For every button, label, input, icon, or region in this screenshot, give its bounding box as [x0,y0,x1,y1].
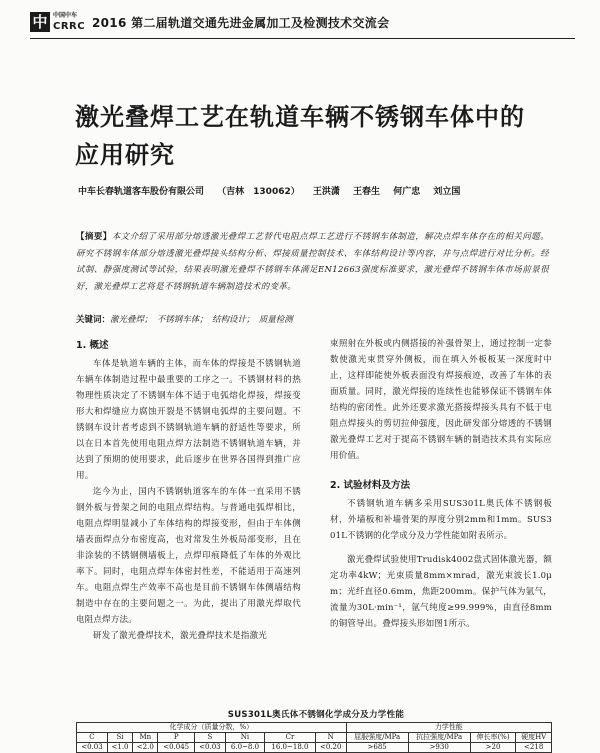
paragraph: 束照射在外板或内侧搭接的补强骨架上，通过控制一定参数使激光束贯穿外侧板，而在填入外板板某一深度时中止，这样即能使外板表面没有焊接痕迹，改善了车体的表面质量。同时，激光焊接的连续性也能够保证不锈钢车体结构的密闭性。此外还要求激光搭接焊接头具有不低于电阻点焊接头的剪切拉伸强度，因此研发部分熔透的不锈钢激光叠焊工艺对于提高不锈钢车辆的制造技术具有实际应用价值。 [330,339,552,461]
table-cell: <0.03 [194,743,225,753]
table-header-cell: Mn [133,733,158,743]
table-header-cell: 硬度HV [516,733,552,743]
paragraph: 不锈钢轨道车辆多采用SUS301L奥氏体不锈钢板材，外墙板和补墙骨架的厚度分别2mm和1mm。SUS301L不锈钢的化学成分及力学性能如附表所示。 [330,499,552,541]
paragraph: 激光叠焊试验使用Trudisk4002盘式固体激光器，额定功率4kW；光束质量8mm×mrad，激光束波长1.0μm；光纤直径0.6mm，焦距200mm。保护气体为氩气，流量为30L·min⁻¹，氩气纯度≥99.999%，由直径8mm的铜管导出。叠焊接头形如图1所示。 [330,555,552,629]
keywords [76,313,546,327]
conference-title: 2016 第二届轨道交通先进金属加工及检测技术交流会 [92,16,390,30]
table-cell: <0.045 [158,743,195,753]
section-title-materials: 2. 试验材料及方法 [330,480,411,491]
section-title-intro: 1. 概述 [76,340,109,351]
table-header-cell: 抗拉强度/MPa [408,733,470,743]
table-header-cell: N [315,733,346,743]
composition-table [76,722,552,753]
paragraph: 研发了激光叠焊技术，激光叠焊技术是指激光 [93,631,268,641]
table-group-header-row [77,723,552,733]
right-column [330,336,552,632]
table-header-cell: Ni [225,733,264,743]
paragraph: 迄今为止，国内不锈钢轨道客车的车体一直采用不锈钢外板与骨架之间的电阻点焊结构。与普通电弧焊相比，电阻点焊明显减小了车体结构的焊接变形，但由于车体侧墙表面焊点分布密度高，也对常发生外板局部变形，且在非涂装的不锈钢侧墙板上，点焊印痕降低了车体的外观比率下。同时，电阻点焊车体密封性差，不能适用于高速列车。电阻点焊生产效率不高也是目前不锈钢车体侧墙结构制造中存在的主要问题之一。为此，提出了用激光焊取代电阻点焊方法。 [76,487,301,625]
table-cell: >930 [408,743,470,753]
table-cell: <2.0 [133,743,158,753]
table-header-cell: 屈服强度/MPa [346,733,408,743]
logo-en-text: CRRC [53,21,86,32]
paragraph: 车体是轨道车辆的主体，而车体的焊接是不锈钢轨道车辆车体制造过程中最重要的工序之一。不锈钢材料的热物理性质决定了不锈钢车体不适于电弧熔化焊接，焊接变形大和焊缝应力腐蚀开裂是不锈钢电弧焊的主要问题。不锈钢车设计者考虑到不锈钢轨道车辆的舒适性等要求，所以在日本首先使用电阻点焊方法制造不锈钢轨道车辆，并达到了预期的使用要求，此后逐步在世界各国得到推广应用。 [76,359,301,481]
table-header-cell: S [194,733,225,743]
logo-cn-text: 中国中车 [53,12,78,19]
table-header-cell: P [158,733,195,743]
author-name: 何广忠 [393,187,421,197]
table-cell: <218 [516,743,552,753]
table-cell: <1.0 [107,743,132,753]
table-cell: >685 [346,743,408,753]
paper-title: 激光叠焊工艺在轨道车辆不锈钢车体中的应用研究 [75,103,525,169]
author-line [78,185,548,199]
abstract-text: 本文介绍了采用部分熔透激光叠焊工艺替代电阻点焊工艺进行不锈钢车体制造，解决点焊车体存在的相关问题。研究不锈钢车体部分熔透激光叠焊接头结构分析、焊接质量控制技术、车体结构设计等内容，并与点焊进行对比分析。经试制、静强度测试等试验，结果表明激光叠焊不锈钢车体满足EN12663强度标准要求，激光叠焊不锈钢车体市场前景很好，激光叠焊工艺将是不锈钢轨道车辆制造技术的变革。 [76,232,549,292]
table-cell: <0.03 [77,743,108,753]
table-header-cell: Cr [265,733,316,743]
table-cell: 16.0~18.0 [265,743,316,753]
author-name: 王洪潇 [312,187,340,197]
table-header-cell: 伸长率(%) [470,733,516,743]
table-cell: 6.0~8.0 [225,743,264,753]
table-row [77,743,552,753]
table-header-cell: Si [107,733,132,743]
abstract [76,229,549,295]
table-cell: >20 [470,743,516,753]
table-caption: SUS301L奥氏体不锈钢化学成分及力学性能 [227,710,405,720]
author-name: 刘立国 [433,187,461,197]
crrc-logo [30,12,86,34]
location: （吉林 130062） [217,187,300,197]
table-group-header: 化学成分（质量分数，%） [77,723,347,733]
table-cell: <0.20 [315,743,346,753]
table-header-row [77,733,552,743]
affiliation: 中车长春轨道客车股份有限公司 [78,187,205,197]
abstract-label: 【摘要】 [76,232,112,242]
left-column [76,336,301,644]
table-header-cell: C [77,733,108,743]
author-name: 王春生 [353,187,381,197]
keywords-text: 激光叠焊； 不锈钢车体； 结构设计； 质量检测 [110,315,293,325]
table-group-header: 力学性能 [346,723,551,733]
keywords-label: 关键词： [76,315,111,325]
logo-mark: 中 [30,12,50,32]
page-header [30,8,575,39]
